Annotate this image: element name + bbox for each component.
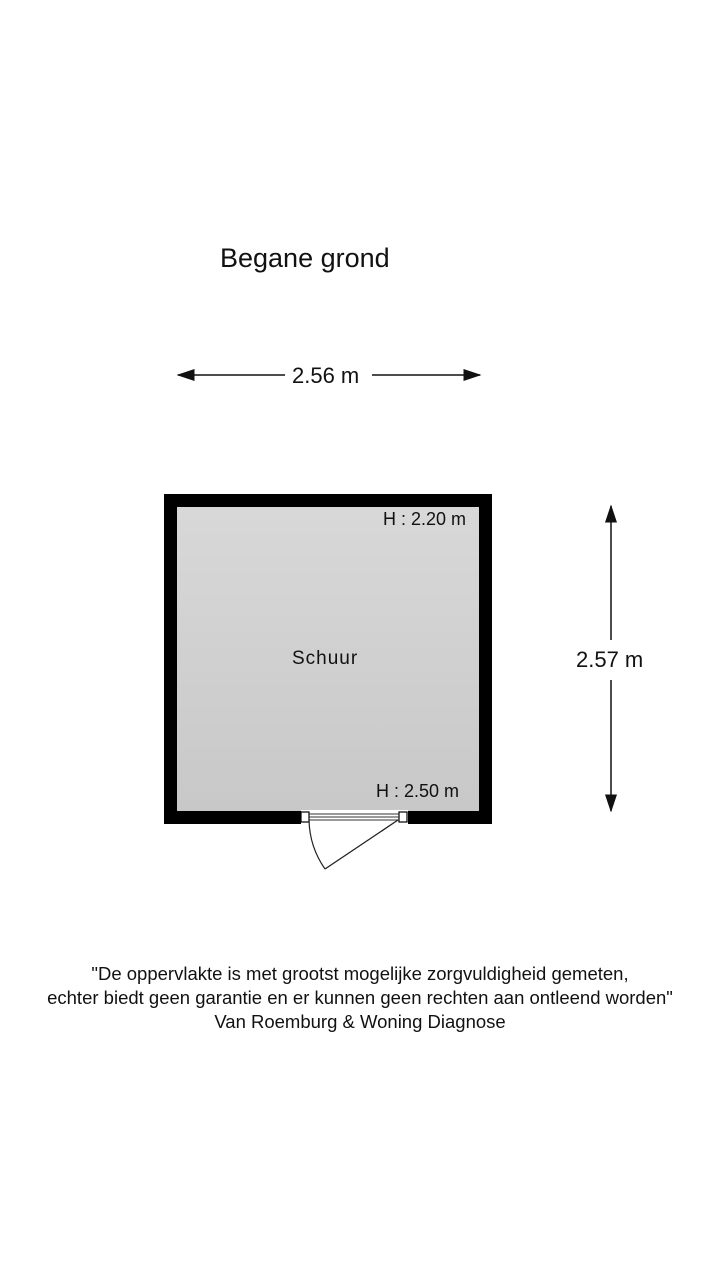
floor-title: Begane grond — [220, 243, 390, 273]
height-dimension-label: 2.57 m — [572, 647, 647, 673]
disclaimer-line-2: echter biedt geen garantie en er kunnen geen rechten aan ontleend worden" — [47, 987, 673, 1008]
width-dimension-label: 2.56 m — [288, 363, 363, 389]
disclaimer-line-1: "De oppervlakte is met grootst mogelijke zorgvuldigheid gemeten, — [91, 963, 629, 984]
company-name: Van Roemburg & Woning Diagnose — [214, 1011, 506, 1032]
room-height-top: H : 2.20 m — [383, 509, 467, 529]
disclaimer — [0, 962, 720, 1034]
door-leaf — [325, 820, 398, 869]
room-height-bottom: H : 2.50 m — [376, 781, 460, 801]
room-name: Schuur — [292, 648, 359, 669]
door-swing-arc — [309, 820, 325, 869]
